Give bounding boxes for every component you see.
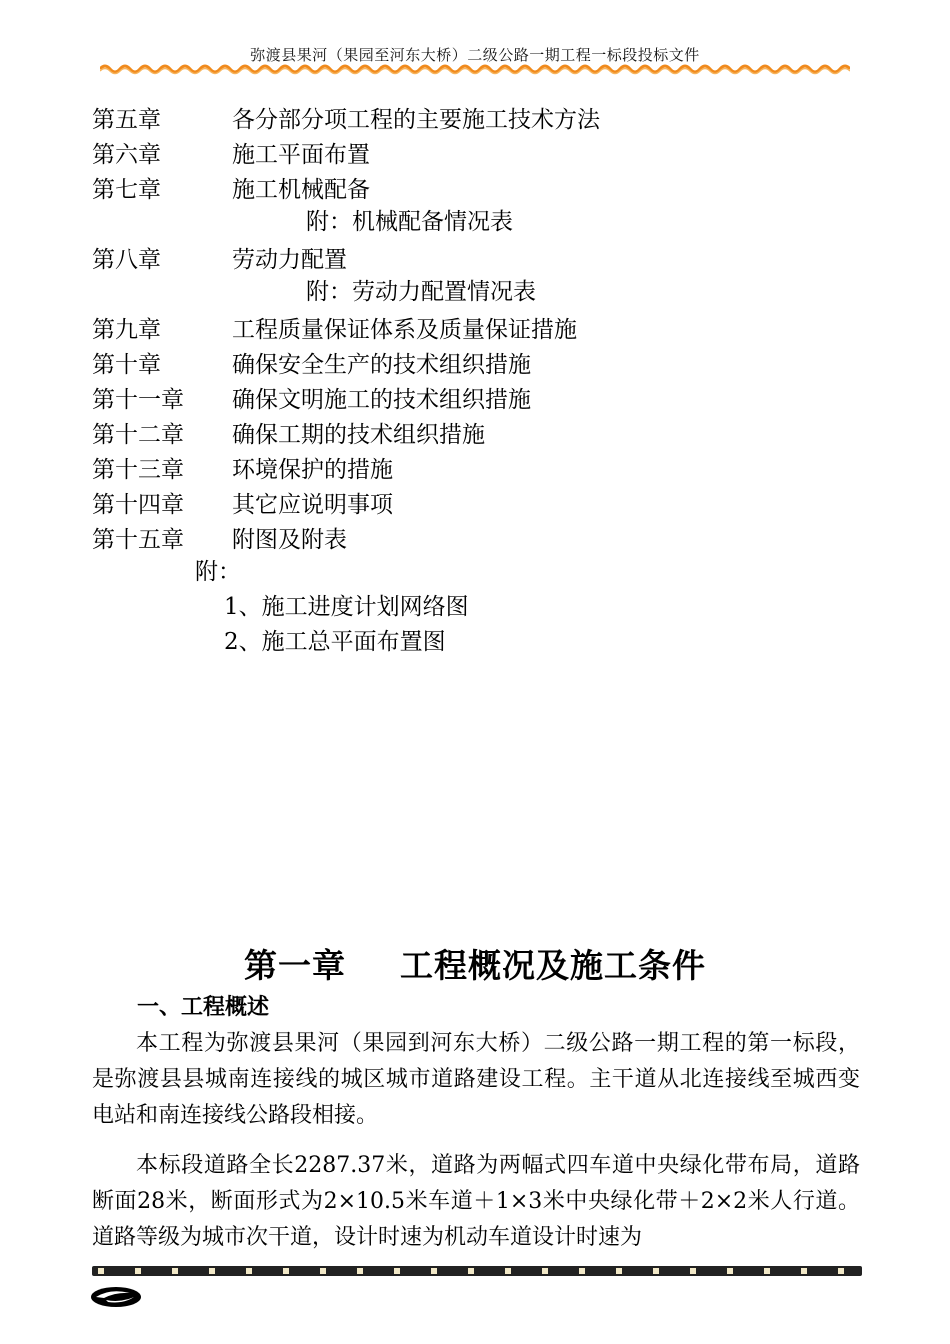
toc-row: [92, 100, 872, 135]
swoosh-logo-icon: [90, 1284, 142, 1310]
toc-attachments-label: 附：: [195, 559, 241, 585]
paragraph-text: 本工程为弥渡县果河（果园到河东大桥）二级公路一期工程的第一标段，是弥渡县县城南连接线的城区城市道路建设工程。主干道从北连接线至城西变电站和南连接线公路段相接。: [92, 1031, 860, 1128]
toc-chapter-title: 附图及附表: [232, 527, 347, 553]
toc-chapter-number: 第十二章: [92, 422, 184, 448]
toc-chapter-title: 工程质量保证体系及质量保证措施: [232, 317, 577, 343]
toc-chapter-number: 第八章: [92, 247, 161, 273]
toc-chapter-number: 第十三章: [92, 457, 184, 483]
toc-row: [92, 240, 872, 275]
toc-attachment-item: 2、施工总平面布置图: [224, 629, 446, 655]
toc-row: [92, 415, 872, 450]
toc-chapter-title: 施工平面布置: [232, 142, 370, 168]
toc-chapter-title: 环境保护的措施: [232, 457, 393, 483]
toc-row: [92, 380, 872, 415]
toc-chapter-title: 劳动力配置: [232, 247, 347, 273]
toc-row: [92, 310, 872, 345]
toc-chapter-title: 其它应说明事项: [232, 492, 393, 518]
toc-chapter-number: 第十一章: [92, 387, 184, 413]
toc-appendix-item: 附：劳动力配置情况表: [306, 279, 536, 305]
toc-chapter-title: 确保工期的技术组织措施: [232, 422, 485, 448]
toc-chapter-number: 第十章: [92, 352, 161, 378]
toc-attachment-item: 1、施工进度计划网络图: [224, 594, 469, 620]
body-paragraph: [92, 1026, 860, 1134]
section-heading: 一、工程概述: [137, 995, 270, 1020]
footer-dotted-bar: [92, 1265, 862, 1277]
toc-row: [92, 520, 872, 555]
chapter-title: 工程概况及施工条件: [400, 946, 706, 985]
page-header-title: 弥渡县果河（果园至河东大桥）二级公路一期工程一标段投标文件: [250, 46, 700, 64]
toc-row: [92, 135, 872, 170]
toc-chapter-number: 第十五章: [92, 527, 184, 553]
toc-chapter-title: 各分部分项工程的主要施工技术方法: [232, 107, 600, 133]
toc-chapter-number: 第十四章: [92, 492, 184, 518]
toc-row: [92, 170, 872, 205]
toc-row: [92, 450, 872, 485]
toc-chapter-number: 第六章: [92, 142, 161, 168]
toc-chapter-title: 施工机械配备: [232, 177, 370, 203]
toc-chapter-number: 第七章: [92, 177, 161, 203]
toc-chapter-title: 确保安全生产的技术组织措施: [232, 352, 531, 378]
chapter-heading: [0, 940, 950, 987]
toc-chapter-title: 确保文明施工的技术组织措施: [232, 387, 531, 413]
toc-chapter-number: 第九章: [92, 317, 161, 343]
chapter-number: 第一章: [244, 946, 346, 985]
toc-row: [92, 345, 872, 380]
toc-chapter-number: 第五章: [92, 107, 161, 133]
toc-appendix-item: 附：机械配备情况表: [306, 209, 513, 235]
toc-row: [92, 485, 872, 520]
header-wave-decoration: [100, 61, 850, 77]
paragraph-text: 本标段道路全长2287.37米，道路为两幅式四车道中央绿化带布局，道路断面28米，断面形式为2×10.5米车道＋1×3米中央绿化带＋2×2米人行道。道路等级为城市次干道，设计时速为机动车道设计时速为: [92, 1153, 860, 1250]
body-paragraph: [92, 1148, 860, 1256]
table-of-contents: [92, 100, 872, 660]
